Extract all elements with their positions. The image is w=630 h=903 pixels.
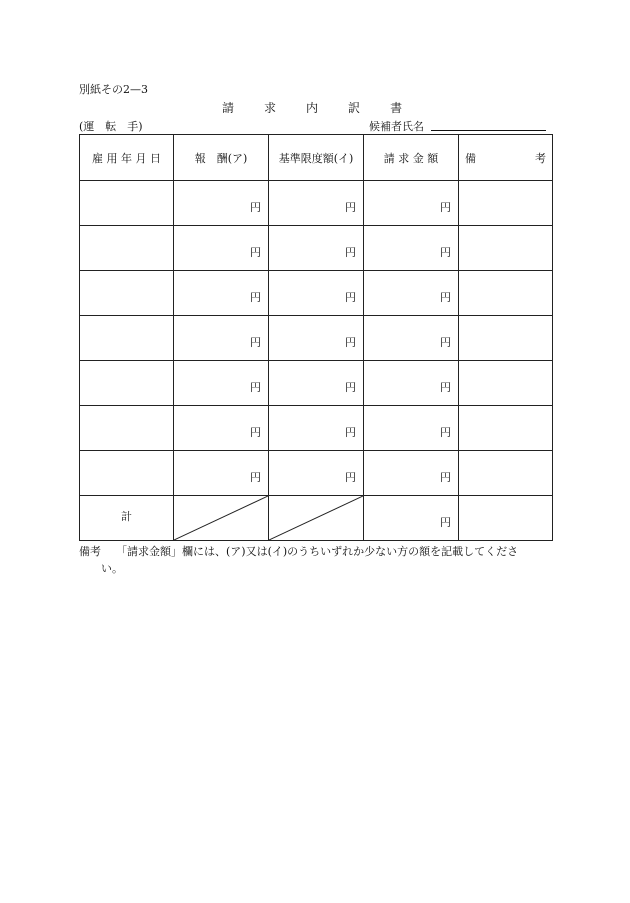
claim-amount-cell[interactable] xyxy=(364,226,459,271)
remarks-cell[interactable] xyxy=(459,226,553,271)
claim-amount-cell[interactable] xyxy=(364,451,459,496)
header-employment-date: 雇 用 年 月 日 xyxy=(80,135,174,181)
remuneration-cell[interactable] xyxy=(174,181,269,226)
yen-unit: 円 xyxy=(250,336,261,349)
subtitle: (運 転 手) xyxy=(79,120,143,133)
note-label: 備考 xyxy=(79,545,101,558)
date-cell[interactable] xyxy=(80,451,174,496)
remuneration-cell[interactable] xyxy=(174,451,269,496)
table-row xyxy=(80,361,553,406)
yen-unit: 円 xyxy=(250,246,261,259)
header-row xyxy=(80,135,553,181)
yen-unit: 円 xyxy=(250,201,261,214)
total-claim-amount-cell[interactable] xyxy=(364,496,459,541)
standard-limit-cell[interactable] xyxy=(269,451,364,496)
yen-unit: 円 xyxy=(345,471,356,484)
table-row xyxy=(80,451,553,496)
document-title xyxy=(222,99,402,116)
claim-amount-cell[interactable] xyxy=(364,361,459,406)
claim-amount-cell[interactable] xyxy=(364,271,459,316)
yen-unit: 円 xyxy=(250,381,261,394)
yen-unit: 円 xyxy=(250,426,261,439)
diagonal-strike xyxy=(174,496,268,540)
standard-limit-cell[interactable] xyxy=(269,181,364,226)
diagonal-strike xyxy=(269,496,363,540)
title-char: 内 xyxy=(306,101,319,115)
total-remarks-cell[interactable] xyxy=(459,496,553,541)
table-row xyxy=(80,226,553,271)
yen-unit: 円 xyxy=(345,201,356,214)
remarks-char: 考 xyxy=(535,151,546,165)
yen-unit: 円 xyxy=(345,426,356,439)
breakdown-table xyxy=(79,134,553,541)
standard-limit-cell[interactable] xyxy=(269,226,364,271)
total-label xyxy=(80,496,174,541)
table-row xyxy=(80,181,553,226)
remuneration-cell[interactable] xyxy=(174,361,269,406)
header-remuneration: 報 酬(ア) xyxy=(174,135,269,181)
date-cell[interactable] xyxy=(80,181,174,226)
standard-limit-cell[interactable] xyxy=(269,316,364,361)
yen-unit: 円 xyxy=(440,471,451,484)
yen-unit: 円 xyxy=(345,246,356,259)
yen-unit: 円 xyxy=(440,381,451,394)
standard-limit-cell[interactable] xyxy=(269,271,364,316)
yen-unit: 円 xyxy=(440,426,451,439)
candidate-name-field[interactable] xyxy=(431,130,546,131)
note-text-continued: い。 xyxy=(101,562,123,575)
remarks-cell[interactable] xyxy=(459,451,553,496)
date-cell[interactable] xyxy=(80,271,174,316)
date-cell[interactable] xyxy=(80,316,174,361)
total-remuneration-cell-struck xyxy=(174,496,269,541)
date-cell[interactable] xyxy=(80,406,174,451)
title-char: 請 xyxy=(222,101,235,115)
yen-unit: 円 xyxy=(345,291,356,304)
claim-amount-cell[interactable] xyxy=(364,316,459,361)
remuneration-cell[interactable] xyxy=(174,271,269,316)
remuneration-cell[interactable] xyxy=(174,226,269,271)
table-row xyxy=(80,316,553,361)
date-cell[interactable] xyxy=(80,226,174,271)
yen-unit: 円 xyxy=(345,381,356,394)
date-cell[interactable] xyxy=(80,361,174,406)
total-standard-limit-cell-struck xyxy=(269,496,364,541)
candidate-name-label: 候補者氏名 xyxy=(369,120,424,133)
yen-unit: 円 xyxy=(250,291,261,304)
table-row xyxy=(80,271,553,316)
form-number: 別紙その2—3 xyxy=(79,83,148,96)
yen-unit: 円 xyxy=(250,471,261,484)
total-label-text: 計 xyxy=(121,510,132,523)
remarks-cell[interactable] xyxy=(459,181,553,226)
standard-limit-cell[interactable] xyxy=(269,406,364,451)
header-remarks xyxy=(459,135,553,181)
remuneration-cell[interactable] xyxy=(174,316,269,361)
remarks-cell[interactable] xyxy=(459,271,553,316)
header-standard-limit: 基準限度額(イ) xyxy=(269,135,364,181)
remarks-cell[interactable] xyxy=(459,361,553,406)
yen-unit: 円 xyxy=(440,516,451,529)
total-row xyxy=(80,496,553,541)
table-row xyxy=(80,406,553,451)
claim-amount-cell[interactable] xyxy=(364,181,459,226)
remarks-cell[interactable] xyxy=(459,316,553,361)
yen-unit: 円 xyxy=(345,336,356,349)
remarks-char: 備 xyxy=(465,151,476,165)
header-claim-amount: 請 求 金 額 xyxy=(364,135,459,181)
title-char: 書 xyxy=(390,101,403,115)
yen-unit: 円 xyxy=(440,246,451,259)
claim-amount-cell[interactable] xyxy=(364,406,459,451)
standard-limit-cell[interactable] xyxy=(269,361,364,406)
remarks-cell[interactable] xyxy=(459,406,553,451)
note-text: 「請求金額」欄には、(ア)又は(イ)のうちいずれか少ない方の額を記載してくださ xyxy=(116,545,519,558)
title-char: 訳 xyxy=(348,101,361,115)
yen-unit: 円 xyxy=(440,291,451,304)
yen-unit: 円 xyxy=(440,201,451,214)
title-char: 求 xyxy=(264,101,277,115)
yen-unit: 円 xyxy=(440,336,451,349)
remuneration-cell[interactable] xyxy=(174,406,269,451)
remarks-note xyxy=(79,543,559,577)
